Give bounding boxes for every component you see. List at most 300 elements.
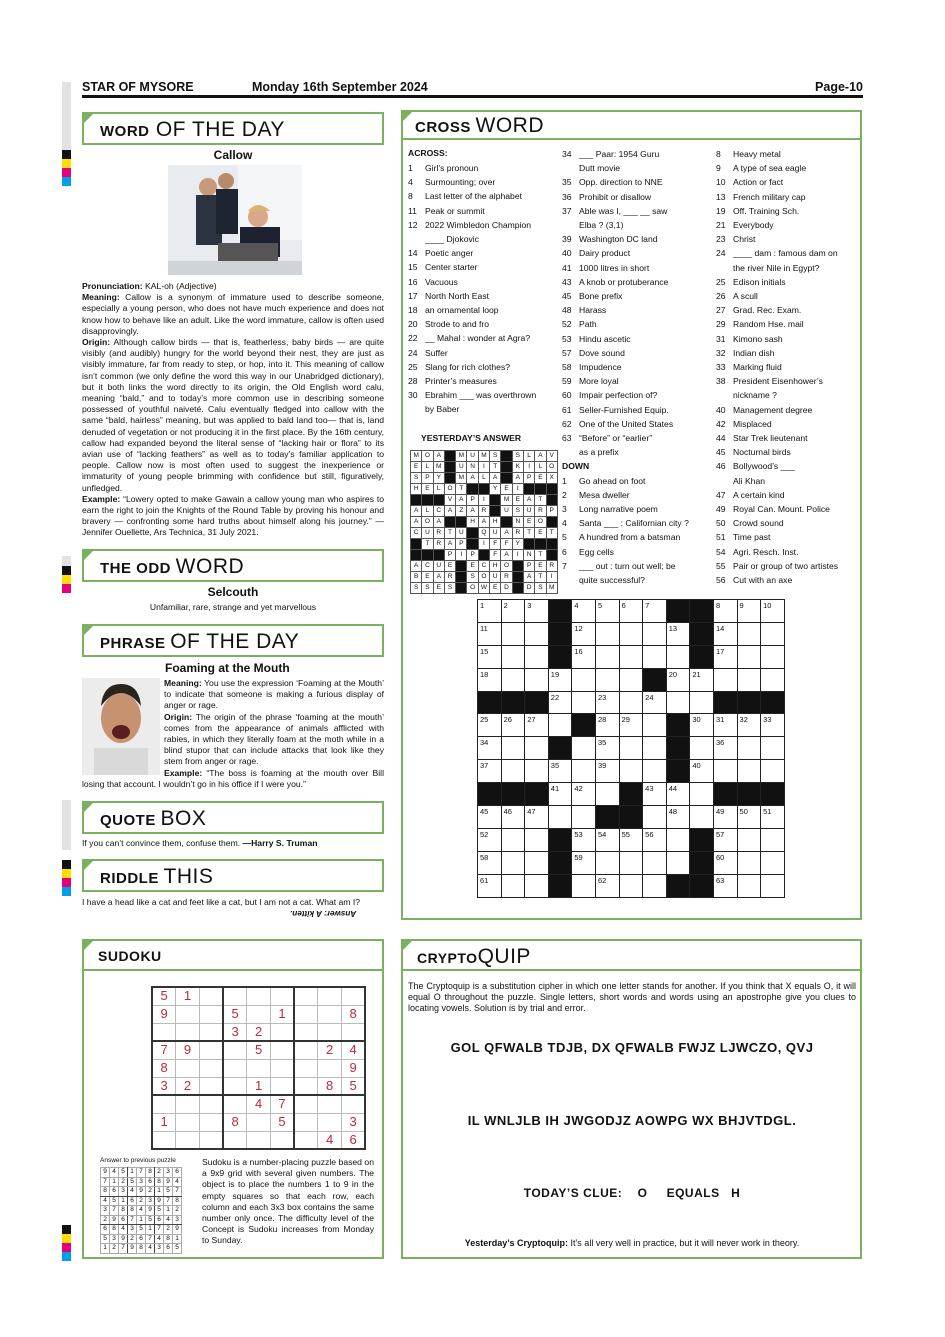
sudoku-cell: 3	[223, 1023, 247, 1041]
grid-cell[interactable]	[619, 874, 643, 897]
sudoku-cell: 8	[342, 1005, 366, 1023]
black-square	[501, 783, 525, 806]
grid-cell[interactable]	[761, 622, 785, 645]
grid-cell[interactable]: 59	[572, 851, 596, 874]
sudoku-cell[interactable]	[294, 1041, 318, 1059]
grid-cell[interactable]: 14	[713, 622, 737, 645]
grid-cell[interactable]: 33	[761, 714, 785, 737]
grid-cell[interactable]: 23	[595, 691, 619, 714]
clue-item: 19 Off. Training Sch.	[716, 205, 800, 216]
grid-cell[interactable]: 10	[761, 600, 785, 623]
grid-cell[interactable]	[595, 851, 619, 874]
grid-cell[interactable]	[666, 828, 690, 851]
grid-cell[interactable]	[643, 874, 667, 897]
black-square	[737, 783, 761, 806]
grid-cell[interactable]	[737, 645, 761, 668]
grid-cell[interactable]	[501, 760, 525, 783]
sudoku-cell[interactable]	[318, 1095, 342, 1113]
grid-cell[interactable]	[595, 622, 619, 645]
sudoku-cell: 6	[155, 1215, 164, 1225]
sudoku-cell[interactable]	[294, 1059, 318, 1077]
grid-cell[interactable]	[525, 645, 549, 668]
grid-cell[interactable]	[525, 760, 549, 783]
grid-cell[interactable]	[666, 691, 690, 714]
grid-cell[interactable]	[761, 760, 785, 783]
grid-cell[interactable]	[737, 874, 761, 897]
sudoku-cell[interactable]	[176, 1113, 200, 1131]
clue-item: 25 Edison initials	[716, 276, 786, 287]
grid-cell[interactable]	[643, 622, 667, 645]
grid-cell[interactable]	[690, 737, 714, 760]
grid-cell[interactable]: 56	[643, 828, 667, 851]
grid-cell[interactable]	[595, 645, 619, 668]
answer-cell: U	[456, 528, 467, 539]
sudoku-cell[interactable]	[342, 1095, 366, 1113]
grid-cell[interactable]	[761, 668, 785, 691]
grid-cell[interactable]: 9	[737, 600, 761, 623]
black-square	[546, 495, 557, 506]
clue-item: 31 Kimono sash	[716, 333, 783, 344]
sudoku-cell[interactable]	[152, 1095, 176, 1113]
answer-cell: A	[411, 517, 422, 528]
corner-flag-icon	[401, 110, 414, 123]
grid-cell[interactable]	[619, 691, 643, 714]
grid-cell[interactable]: 13	[666, 622, 690, 645]
sudoku-cell[interactable]	[152, 1023, 176, 1041]
clue-item: 32 Indian dish	[716, 347, 775, 358]
clue-continued: Elba ? (3,1)	[579, 220, 624, 231]
clue-item: 22 __ Mahal : wonder at Agra?	[408, 333, 531, 344]
quote-author: —Harry S. Truman	[242, 838, 318, 848]
answer-cell: P	[444, 550, 455, 561]
sudoku-cell: 9	[342, 1059, 366, 1077]
clue-item: 37 Able was I, ___ __ saw	[562, 205, 668, 216]
sudoku-cell[interactable]	[247, 1059, 271, 1077]
clue-item: 1 Girl’s pronoun	[408, 163, 479, 173]
black-square	[456, 572, 467, 583]
sudoku-cell[interactable]	[318, 987, 342, 1005]
black-square	[548, 737, 572, 760]
sudoku-cell[interactable]	[294, 1095, 318, 1113]
black-square	[525, 783, 549, 806]
phrase-definition-block	[82, 678, 384, 790]
answer-cell: T	[490, 462, 501, 473]
sudoku-cell: 3	[119, 1187, 128, 1197]
black-square	[478, 691, 502, 714]
grid-cell[interactable]	[761, 737, 785, 760]
sudoku-cell[interactable]	[199, 1023, 223, 1041]
grid-cell[interactable]	[548, 806, 572, 829]
answer-cell: M	[546, 583, 557, 594]
sudoku-cell[interactable]	[176, 1005, 200, 1023]
sudoku-cell: 1	[155, 1187, 164, 1197]
grid-cell[interactable]: 35	[548, 760, 572, 783]
grid-cell[interactable]	[619, 668, 643, 691]
sudoku-cell[interactable]	[247, 1113, 271, 1131]
example-text: “The boss is foaming at the mouth over Bill losing that account. I wouldn’t go in his office if I were you.”	[82, 767, 384, 789]
sudoku-cell: 1	[176, 987, 200, 1005]
sudoku-cell[interactable]	[270, 1059, 294, 1077]
grid-cell[interactable]: 52	[478, 828, 502, 851]
clue-continued: the river Nile in Egypt?	[733, 262, 820, 273]
grid-cell[interactable]	[690, 783, 714, 806]
grid-cell[interactable]	[690, 691, 714, 714]
grid-cell[interactable]: 39	[595, 760, 619, 783]
clue-item: 16 Vacuous	[408, 276, 458, 287]
grid-cell[interactable]: 50	[737, 806, 761, 829]
grid-cell[interactable]	[572, 691, 596, 714]
grid-cell[interactable]	[525, 668, 549, 691]
sudoku-cell: 4	[342, 1041, 366, 1059]
grid-cell[interactable]	[501, 874, 525, 897]
grid-cell[interactable]	[525, 737, 549, 760]
grid-cell[interactable]: 20	[666, 668, 690, 691]
grid-cell[interactable]: 45	[478, 806, 502, 829]
sudoku-cell[interactable]	[199, 1059, 223, 1077]
grid-cell[interactable]	[595, 783, 619, 806]
sudoku-cell: 8	[173, 1196, 182, 1206]
grid-cell[interactable]	[643, 737, 667, 760]
clue-item: 51 Time past	[716, 532, 771, 543]
grid-cell[interactable]	[548, 714, 572, 737]
grid-cell[interactable]	[690, 806, 714, 829]
grid-cell[interactable]: 1	[478, 600, 502, 623]
grid-cell[interactable]: 44	[666, 783, 690, 806]
clue-item: 6 Egg cells	[562, 546, 614, 557]
grid-cell[interactable]	[501, 828, 525, 851]
sudoku-cell[interactable]	[270, 1041, 294, 1059]
grid-cell[interactable]: 19	[548, 668, 572, 691]
sudoku-cell[interactable]	[176, 1023, 200, 1041]
black-square	[690, 645, 714, 668]
grid-cell[interactable]	[525, 874, 549, 897]
grid-cell[interactable]: 25	[478, 714, 502, 737]
sudoku-cell[interactable]	[247, 987, 271, 1005]
answer-cell: R	[546, 561, 557, 572]
grid-cell[interactable]: 60	[713, 851, 737, 874]
grid-cell[interactable]: 21	[690, 668, 714, 691]
sudoku-cell[interactable]	[199, 987, 223, 1005]
sudoku-cell[interactable]	[199, 1041, 223, 1059]
sudoku-cell[interactable]	[294, 1005, 318, 1023]
sudoku-cell: 8	[164, 1234, 173, 1244]
grid-cell[interactable]: 62	[595, 874, 619, 897]
sudoku-cell[interactable]	[342, 1023, 366, 1041]
clue-item: 8 Heavy metal	[716, 149, 781, 159]
answer-cell: S	[444, 583, 455, 594]
sudoku-cell: 3	[128, 1225, 137, 1235]
grid-cell[interactable]: 5	[595, 600, 619, 623]
grid-cell[interactable]: 16	[572, 645, 596, 668]
grid-cell[interactable]	[713, 668, 737, 691]
sudoku-cell: 6	[164, 1244, 173, 1254]
grid-cell[interactable]	[737, 668, 761, 691]
grid-cell[interactable]: 4	[572, 600, 596, 623]
black-square	[546, 484, 557, 495]
grid-cell[interactable]: 2	[501, 600, 525, 623]
sudoku-cell[interactable]	[294, 1077, 318, 1095]
grid-cell[interactable]	[737, 828, 761, 851]
sudoku-cell[interactable]	[247, 1005, 271, 1023]
grid-cell[interactable]: 53	[572, 828, 596, 851]
grid-cell[interactable]	[737, 851, 761, 874]
grid-cell[interactable]: 40	[690, 760, 714, 783]
sudoku-cell: 9	[164, 1177, 173, 1187]
grid-cell[interactable]: 24	[643, 691, 667, 714]
grid-cell[interactable]	[619, 645, 643, 668]
clue-item: 49 Royal Can. Mount. Police	[716, 504, 830, 515]
grid-cell[interactable]	[713, 760, 737, 783]
black-square	[548, 622, 572, 645]
clue-item: 53 Hindu ascetic	[562, 333, 631, 344]
grid-cell[interactable]: 3	[525, 600, 549, 623]
sudoku-cell[interactable]	[294, 1113, 318, 1131]
answer-cell: U	[433, 561, 444, 572]
clue-continued: Dutt movie	[579, 163, 621, 174]
grid-cell[interactable]: 54	[595, 828, 619, 851]
sudoku-cell[interactable]	[152, 1131, 176, 1149]
sudoku-cell[interactable]	[270, 987, 294, 1005]
grid-cell[interactable]: 7	[643, 600, 667, 623]
sudoku-cell[interactable]	[199, 1131, 223, 1149]
clue-item: 41 1000 litres in short	[562, 262, 650, 273]
grid-cell[interactable]: 63	[713, 874, 737, 897]
sudoku-cell[interactable]	[223, 1131, 247, 1149]
sudoku-cell: 8	[146, 1168, 155, 1178]
answer-cell: L	[535, 462, 546, 473]
answer-cell: M	[433, 462, 444, 473]
black-square	[501, 517, 512, 528]
grid-cell[interactable]	[619, 760, 643, 783]
sudoku-cell: 1	[119, 1196, 128, 1206]
sudoku-cell[interactable]	[318, 1059, 342, 1077]
grid-cell[interactable]: 17	[713, 645, 737, 668]
grid-cell[interactable]: 37	[478, 760, 502, 783]
grid-cell[interactable]	[572, 737, 596, 760]
sudoku-cell: 6	[342, 1131, 366, 1149]
answer-cell: C	[433, 506, 444, 517]
answer-cell: O	[478, 572, 489, 583]
sudoku-cell: 3	[146, 1196, 155, 1206]
answer-cell: H	[467, 517, 478, 528]
grid-cell[interactable]: 49	[713, 806, 737, 829]
grid-cell[interactable]: 8	[713, 600, 737, 623]
clue-item: 24 Suffer	[408, 347, 448, 358]
grid-cell[interactable]	[525, 622, 549, 645]
answer-cell: T	[535, 495, 546, 506]
black-square	[512, 561, 523, 572]
grid-cell[interactable]: 41	[548, 783, 572, 806]
sudoku-cell[interactable]	[247, 1131, 271, 1149]
sudoku-cell: 9	[137, 1187, 146, 1197]
sudoku-cell[interactable]	[223, 1059, 247, 1077]
answer-cell: A	[411, 561, 422, 572]
grid-cell[interactable]	[619, 737, 643, 760]
grid-cell[interactable]	[666, 645, 690, 668]
sudoku-cell[interactable]	[318, 1005, 342, 1023]
sudoku-cell[interactable]	[199, 1005, 223, 1023]
sudoku-cell[interactable]	[294, 987, 318, 1005]
grid-cell[interactable]: 61	[478, 874, 502, 897]
grid-cell[interactable]	[525, 851, 549, 874]
grid-cell[interactable]: 42	[572, 783, 596, 806]
grid-cell[interactable]: 18	[478, 668, 502, 691]
grid-cell[interactable]	[643, 714, 667, 737]
grid-cell[interactable]: 12	[572, 622, 596, 645]
grid-cell[interactable]: 15	[478, 645, 502, 668]
grid-cell[interactable]	[572, 806, 596, 829]
sudoku-cell[interactable]	[318, 1113, 342, 1131]
color-mark	[62, 1252, 71, 1261]
grid-cell[interactable]	[761, 851, 785, 874]
sudoku-cell: 5	[152, 987, 176, 1005]
grid-cell[interactable]: 47	[525, 806, 549, 829]
answer-cell: I	[523, 462, 534, 473]
black-square	[523, 484, 534, 495]
black-square	[546, 517, 557, 528]
clue-item: 2 Mesa dweller	[562, 489, 630, 500]
section-title: QUOTE	[100, 812, 161, 829]
grid-cell[interactable]: 28	[595, 714, 619, 737]
answer-cell: M	[501, 495, 512, 506]
black-square	[523, 539, 534, 550]
grid-cell[interactable]: 55	[619, 828, 643, 851]
print-bar	[62, 800, 71, 850]
sudoku-cell[interactable]	[176, 1095, 200, 1113]
sudoku-cell[interactable]	[294, 1023, 318, 1041]
sudoku-cell[interactable]	[199, 1077, 223, 1095]
grid-cell[interactable]	[761, 828, 785, 851]
sudoku-cell: 8	[128, 1206, 137, 1216]
sudoku-cell[interactable]	[270, 1131, 294, 1149]
grid-cell[interactable]: 32	[737, 714, 761, 737]
grid-cell[interactable]: 27	[525, 714, 549, 737]
crossword-header	[401, 110, 862, 140]
grid-cell[interactable]: 48	[666, 806, 690, 829]
sudoku-cell[interactable]	[270, 1077, 294, 1095]
clue-item: 14 Poetic anger	[408, 248, 474, 259]
phrase-header	[82, 624, 384, 657]
grid-cell[interactable]	[525, 828, 549, 851]
grid-cell[interactable]: 29	[619, 714, 643, 737]
grid-cell[interactable]: 31	[713, 714, 737, 737]
grid-cell[interactable]	[643, 760, 667, 783]
grid-cell[interactable]	[761, 874, 785, 897]
sudoku-cell: 3	[173, 1215, 182, 1225]
black-square	[444, 462, 455, 473]
answer-cell: I	[478, 539, 489, 550]
grid-cell[interactable]	[572, 760, 596, 783]
sudoku-cell[interactable]	[318, 1023, 342, 1041]
sudoku-cell[interactable]	[176, 1059, 200, 1077]
grid-cell[interactable]	[572, 874, 596, 897]
grid-cell[interactable]: 35	[595, 737, 619, 760]
answer-cell: F	[490, 539, 501, 550]
sudoku-cell[interactable]	[199, 1113, 223, 1131]
yesterday-cryptoquip	[408, 1238, 856, 1248]
grid-cell[interactable]	[501, 851, 525, 874]
grid-cell[interactable]	[643, 806, 667, 829]
sudoku-cell: 9	[128, 1244, 137, 1254]
clue-item: 58 Impudence	[562, 362, 622, 373]
grid-cell[interactable]: 6	[619, 600, 643, 623]
grid-cell[interactable]	[643, 851, 667, 874]
grid-cell[interactable]: 22	[548, 691, 572, 714]
black-square	[737, 691, 761, 714]
issue-date: Monday 16th September 2024	[252, 80, 428, 94]
sudoku-cell[interactable]	[176, 1131, 200, 1149]
sudoku-cell[interactable]	[342, 987, 366, 1005]
grid-cell[interactable]	[501, 737, 525, 760]
grid-cell[interactable]	[501, 622, 525, 645]
grid-cell[interactable]: 30	[690, 714, 714, 737]
sudoku-cell: 8	[152, 1059, 176, 1077]
grid-cell[interactable]	[501, 668, 525, 691]
black-square	[478, 484, 489, 495]
answer-cell: E	[535, 473, 546, 484]
sudoku-cell: 5	[164, 1187, 173, 1197]
grid-cell[interactable]	[737, 737, 761, 760]
grid-cell[interactable]	[595, 668, 619, 691]
grid-cell[interactable]	[761, 645, 785, 668]
grid-cell[interactable]	[666, 851, 690, 874]
grid-cell[interactable]	[619, 851, 643, 874]
grid-cell[interactable]	[643, 645, 667, 668]
answer-cell: I	[512, 550, 523, 561]
color-mark	[62, 168, 71, 177]
grid-cell[interactable]: 11	[478, 622, 502, 645]
meaning-label: Meaning:	[82, 292, 120, 303]
grid-cell[interactable]: 36	[713, 737, 737, 760]
clues-column-1	[408, 161, 536, 417]
color-mark	[62, 150, 71, 159]
grid-cell[interactable]	[737, 622, 761, 645]
sudoku-cell[interactable]	[223, 1077, 247, 1095]
clue-item: 21 Everybody	[716, 220, 774, 231]
color-mark	[62, 159, 71, 168]
sudoku-instructions: Sudoku is a number-placing puzzle based on a 9x9 grid with several given numbers. The object is to place the numbers 1 to 9 in the empty squares so that each row, each column and each 3x3 box contains the same number only once. The difficulty level of the Concept is Sudoku increases from Monday to Sunday.	[202, 1157, 374, 1246]
clue-item: 26 A scull	[716, 291, 758, 302]
black-square	[478, 783, 502, 806]
grid-cell[interactable]	[737, 760, 761, 783]
black-square	[619, 806, 643, 829]
answer-cell: U	[501, 506, 512, 517]
grid-cell[interactable]: 46	[501, 806, 525, 829]
sudoku-cell[interactable]	[270, 1023, 294, 1041]
grid-cell[interactable]	[619, 622, 643, 645]
grid-cell[interactable]: 26	[501, 714, 525, 737]
sudoku-cell: 6	[101, 1225, 110, 1235]
sudoku-cell[interactable]	[199, 1095, 223, 1113]
answer-cell: R	[433, 528, 444, 539]
grid-cell[interactable]: 34	[478, 737, 502, 760]
grid-cell[interactable]	[501, 645, 525, 668]
answer-cell: Z	[456, 506, 467, 517]
sudoku-cell[interactable]	[223, 1041, 247, 1059]
sudoku-cell[interactable]	[294, 1131, 318, 1149]
grid-cell[interactable]	[572, 668, 596, 691]
sudoku-cell[interactable]	[223, 1095, 247, 1113]
clue-continued: nickname ?	[733, 390, 777, 401]
grid-cell[interactable]: 57	[713, 828, 737, 851]
grid-cell[interactable]: 43	[643, 783, 667, 806]
black-square	[666, 600, 690, 623]
sudoku-cell[interactable]	[223, 987, 247, 1005]
black-square	[467, 528, 478, 539]
grid-cell[interactable]: 58	[478, 851, 502, 874]
sudoku-cell: 5	[342, 1077, 366, 1095]
grid-cell[interactable]: 51	[761, 806, 785, 829]
